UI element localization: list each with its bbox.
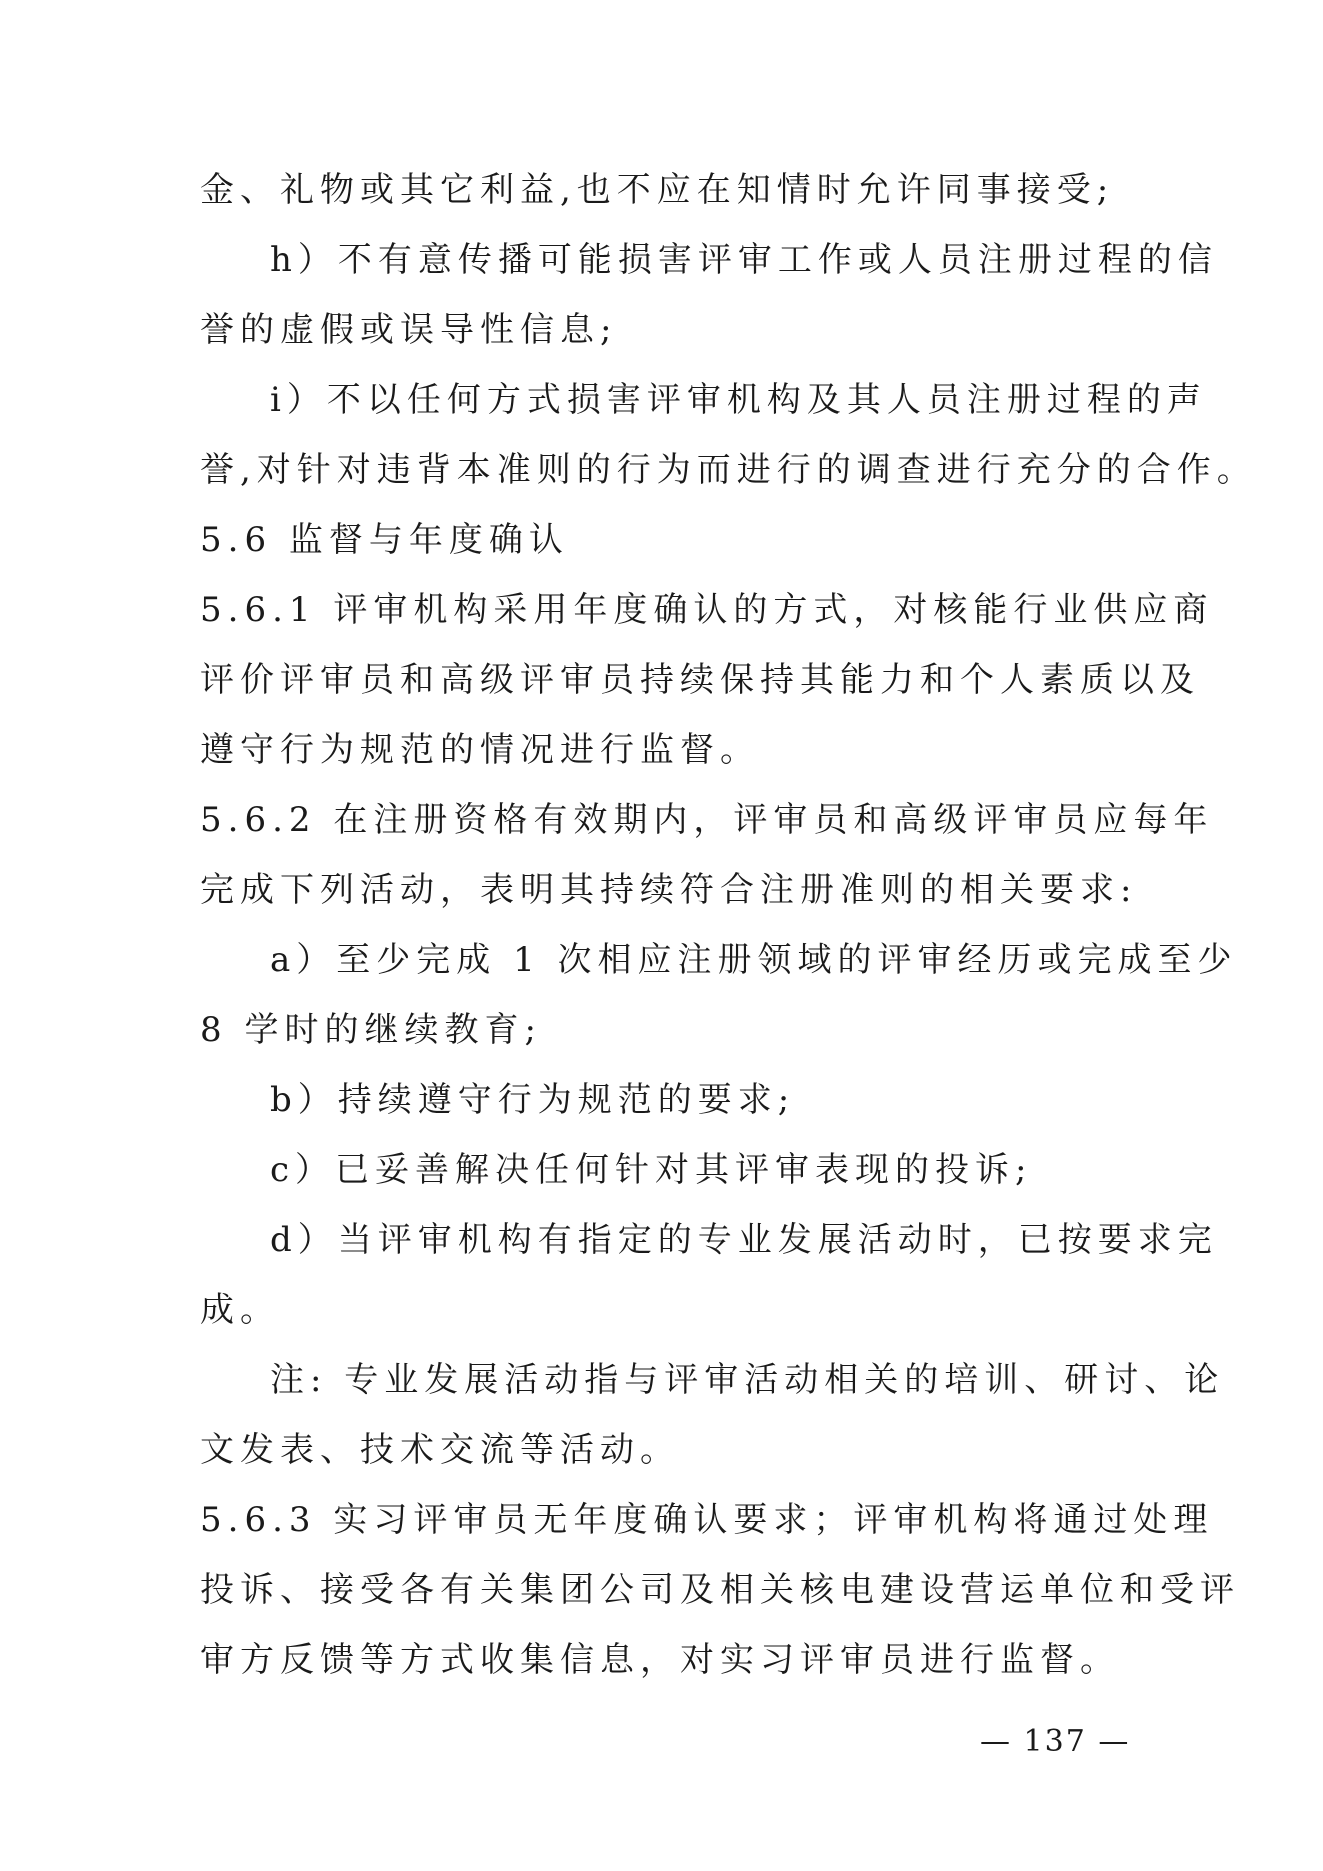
text-line: h）不有意传播可能损害评审工作或人员注册过程的信: [270, 240, 1218, 280]
text-line: a）至少完成 1 次相应注册领域的评审经历或完成至少: [270, 940, 1238, 980]
text-line: 成。: [200, 1290, 280, 1330]
text-line: 审方反馈等方式收集信息，对实习评审员进行监督。: [200, 1640, 1120, 1680]
note-line: 文发表、技术交流等活动。: [200, 1430, 680, 1470]
text-line: 5.6.1 评审机构采用年度确认的方式，对核能行业供应商: [200, 590, 1214, 630]
text-line: 8 学时的继续教育;: [200, 1010, 542, 1050]
text-line: 完成下列活动，表明其持续符合注册准则的相关要求:: [200, 870, 1138, 910]
note-line: 注: 专业发展活动指与评审活动相关的培训、研讨、论: [270, 1360, 1225, 1400]
page-number: — 137 —: [980, 1724, 1131, 1759]
text-line: 5.6.2 在注册资格有效期内，评审员和高级评审员应每年: [200, 800, 1214, 840]
text-line: i）不以任何方式损害评审机构及其人员注册过程的声: [270, 380, 1207, 420]
text-line: 评价评审员和高级评审员持续保持其能力和个人素质以及: [200, 660, 1200, 700]
text-line: c）已妥善解决任何针对其评审表现的投诉;: [270, 1150, 1033, 1190]
text-line: 誉,对针对违背本准则的行为而进行的调查进行充分的合作。: [200, 450, 1257, 490]
text-line: 金、礼物或其它利益,也不应在知情时允许同事接受;: [200, 170, 1115, 210]
text-line: 5.6.3 实习评审员无年度确认要求；评审机构将通过处理: [200, 1500, 1214, 1540]
text-line: 遵守行为规范的情况进行监督。: [200, 730, 760, 770]
text-line: 投诉、接受各有关集团公司及相关核电建设营运单位和受评: [200, 1570, 1240, 1610]
text-line: b）持续遵守行为规范的要求;: [270, 1080, 796, 1120]
section-heading: 5.6 监督与年度确认: [200, 520, 569, 560]
text-line: 誉的虚假或误导性信息;: [200, 310, 618, 350]
text-line: d）当评审机构有指定的专业发展活动时，已按要求完: [270, 1220, 1218, 1260]
